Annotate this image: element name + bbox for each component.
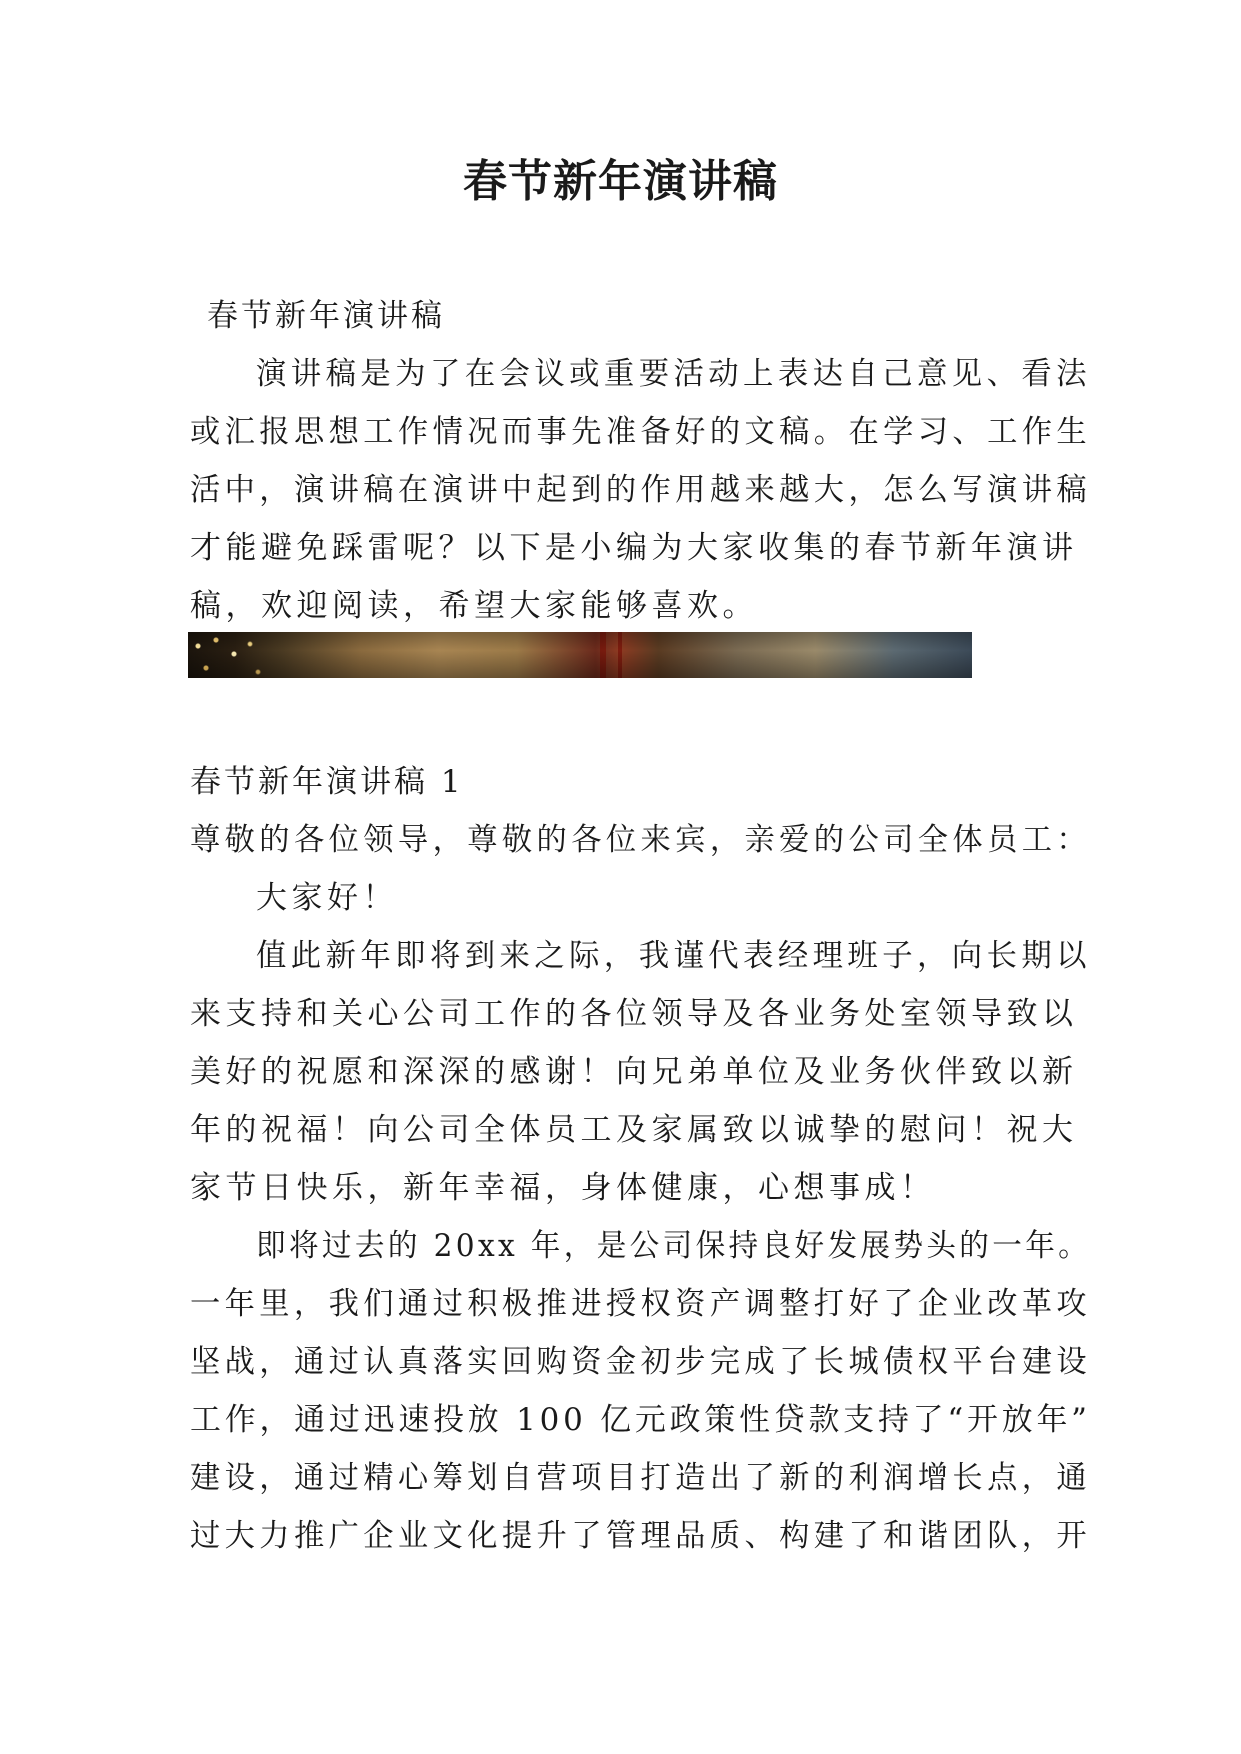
paragraph-line: 工作，通过迅速投放 100 亿元政策性贷款支持了“开放年” (190, 1402, 1091, 1438)
paragraph-line: 家节日快乐，新年幸福，身体健康，心想事成！ (190, 1170, 936, 1206)
paragraph-line: 过大力推广企业文化提升了管理品质、构建了和谐团队，开 (190, 1518, 1092, 1554)
document-subtitle: 春节新年演讲稿 (207, 298, 445, 334)
paragraph-line: 年的祝福！向公司全体员工及家属致以诚挚的慰问！祝大 (190, 1112, 1078, 1148)
intro-line: 演讲稿是为了在会议或重要活动上表达自己意见、看法 (256, 356, 1091, 392)
document-title: 春节新年演讲稿 (463, 156, 778, 207)
paragraph-line: 来支持和关心公司工作的各位领导及各业务处室领导致以 (190, 996, 1078, 1032)
greeting: 大家好！ (256, 880, 398, 916)
paragraph-line: 值此新年即将到来之际，我谨代表经理班子，向长期以 (256, 938, 1091, 974)
paragraph-line: 即将过去的 20xx 年，是公司保持良好发展势头的一年。 (256, 1228, 1092, 1264)
banner-shade (188, 632, 972, 678)
salutation: 尊敬的各位领导，尊敬的各位来宾，亲爱的公司全体员工： (190, 822, 1092, 858)
intro-line: 稿，欢迎阅读，希望大家能够喜欢。 (190, 588, 758, 624)
paragraph-line: 坚战，通过认真落实回购资金初步完成了长城债权平台建设 (190, 1344, 1092, 1380)
intro-line: 或汇报思想工作情况而事先准备好的文稿。在学习、工作生 (190, 414, 1092, 450)
paragraph-line: 一年里，我们通过积极推进授权资产调整打好了企业改革攻 (190, 1286, 1092, 1322)
section-heading: 春节新年演讲稿 1 (190, 764, 464, 800)
banner-image (188, 632, 972, 678)
intro-line: 活中，演讲稿在演讲中起到的作用越来越大，怎么写演讲稿 (190, 472, 1092, 508)
intro-line: 才能避免踩雷呢？以下是小编为大家收集的春节新年演讲 (190, 530, 1078, 566)
paragraph-line: 美好的祝愿和深深的感谢！向兄弟单位及业务伙伴致以新 (190, 1054, 1078, 1090)
paragraph-line: 建设，通过精心筹划自营项目打造出了新的利润增长点，通 (190, 1460, 1092, 1496)
